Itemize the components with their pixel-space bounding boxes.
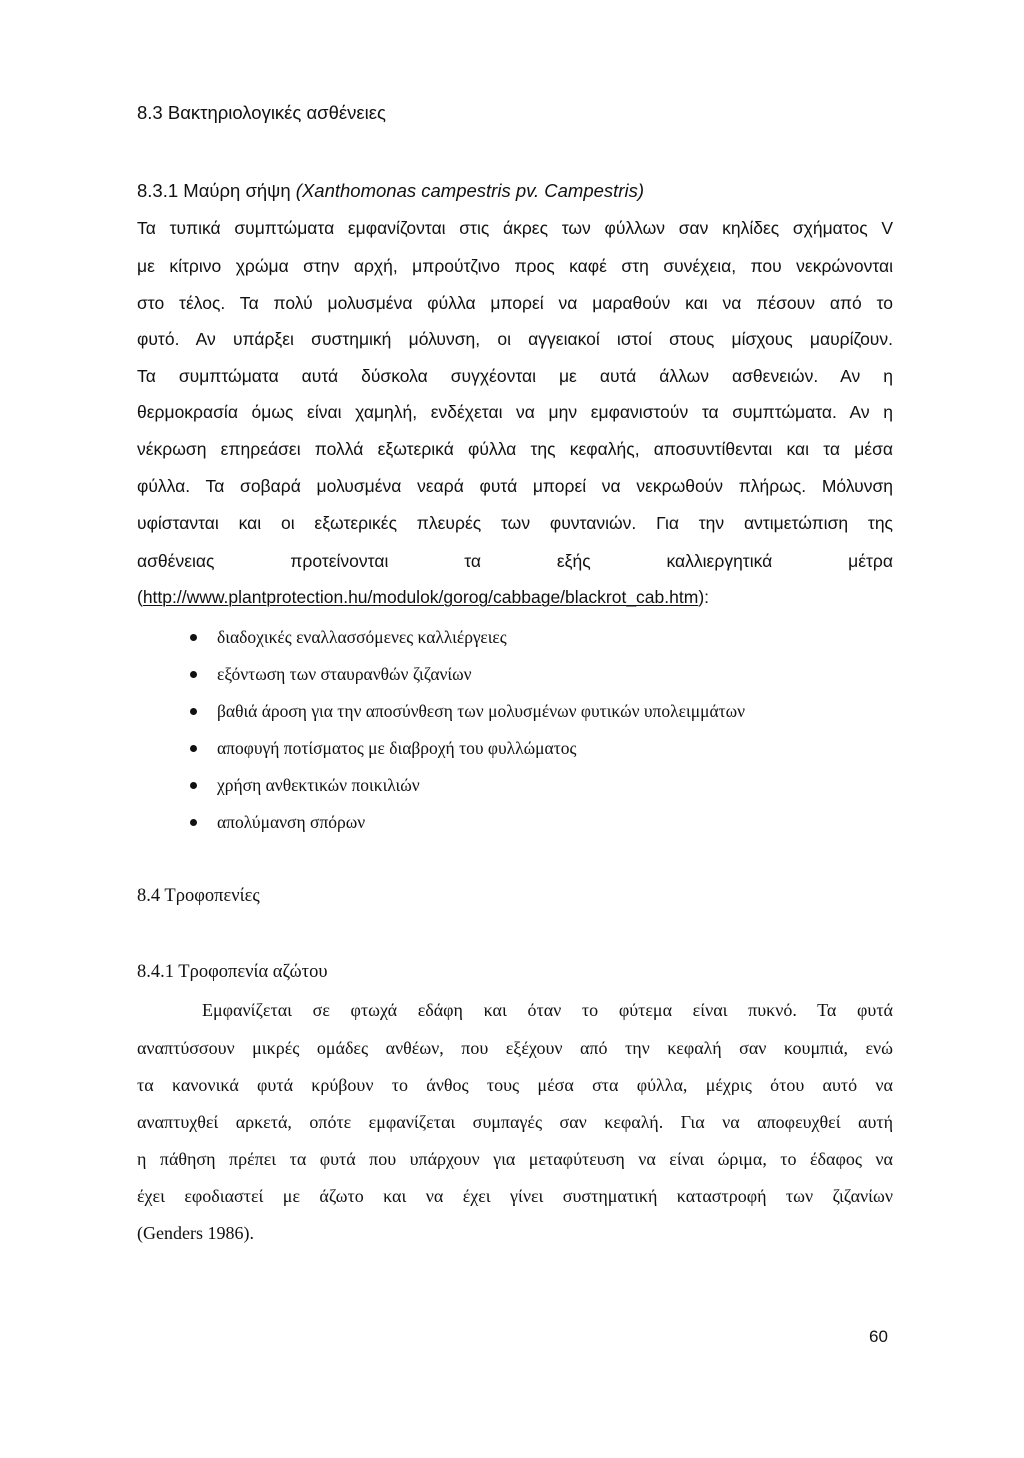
list-item: βαθιά άροση για την αποσύνθεση των μολυσμένων φυτικών υπολειμμάτων — [190, 701, 745, 738]
paragraph-line: ασθένειας προτείνονται τα εξής καλλιεργητικά μέτρα — [137, 551, 893, 571]
url-open-paren: ( — [137, 587, 143, 607]
paragraph-line: Τα τυπικά συμπτώματα εμφανίζονται στις άκρες των φύλλων σαν κηλίδες σχήματος V — [137, 218, 893, 238]
list-item: απολύμανση σπόρων — [190, 812, 745, 849]
list-item: χρήση ανθεκτικών ποικιλιών — [190, 775, 745, 812]
paragraph-line: αναπτυχθεί αρκετά, οπότε εμφανίζεται συμπαγές σαν κεφαλή. Για να αποφευχθεί αυτή — [137, 1112, 893, 1132]
list-item: διαδοχικές εναλλασσόμενες καλλιέργειες — [190, 627, 745, 664]
url-close-paren: ): — [698, 587, 710, 607]
paragraph-line: στο τέλος. Τα πολύ μολυσμένα φύλλα μπορεί να μαραθούν και να πέσουν από το — [137, 293, 893, 313]
source-url-link[interactable]: http://www.plantprotection.hu/modulok/gorog/cabbage/blackrot_cab.htm — [142, 587, 699, 607]
subsection-heading — [137, 182, 644, 201]
subsection-heading-prefix: 8.3.1 Μαύρη σήψη — [137, 180, 296, 201]
list-item: αποφυγή ποτίσματος με διαβροχή του φυλλώματος — [190, 738, 745, 775]
paragraph-line: υφίστανται και οι εξωτερικές πλευρές των φυντανιών. Για την αντιμετώπιση της — [137, 513, 893, 533]
pathogen-name: (Xanthomonas campestris pv. Campestris) — [295, 180, 644, 201]
paragraph-line: τα κανονικά φυτά κρύβουν το άνθος τους μέσα στα φύλλα, μέχρις ότου αυτό να — [137, 1075, 893, 1095]
section-heading-2: 8.4 Τροφοπενίες — [137, 886, 260, 906]
paragraph-line: Εμφανίζεται σε φτωχά εδάφη και όταν το φύτεμα είναι πυκνό. Τα φυτά — [202, 1000, 893, 1020]
paragraph-line: νέκρωση επηρεάσει πολλά εξωτερικά φύλλα της κεφαλής, αποσυντίθενται και τα μέσα — [137, 439, 893, 459]
paragraph-line: θερμοκρασία όμως είναι χαμηλή, ενδέχεται να μην εμφανιστούν τα συμπτώματα. Αν η — [137, 402, 893, 422]
paragraph-line-url — [137, 589, 709, 607]
paragraph-line: η πάθηση πρέπει τα φυτά που υπάρχουν για μεταφύτευση να είναι ώριμα, το έδαφος να — [137, 1149, 893, 1169]
paragraph-line: φυτό. Αν υπάρξει συστημική μόλυνση, οι αγγειακοί ιστοί στους μίσχους μαυρίζουν. — [137, 329, 893, 349]
paragraph-line: Τα συμπτώματα αυτά δύσκολα συγχέονται με αυτά άλλων ασθενειών. Αν η — [137, 366, 893, 386]
list-item: εξόντωση των σταυρανθών ζιζανίων — [190, 664, 745, 701]
paragraph-line: (Genders 1986). — [137, 1223, 254, 1243]
paragraph-line: με κίτρινο χρώμα στην αρχή, μπρούτζινο προς καφέ στη συνέχεια, που νεκρώνονται — [137, 256, 893, 276]
page-number: 60 — [869, 1327, 888, 1346]
paragraph-line: φύλλα. Τα σοβαρά μολυσμένα νεαρά φυτά μπορεί να νεκρωθούν πλήρως. Μόλυνση — [137, 476, 893, 496]
control-measures-list — [190, 627, 745, 849]
paragraph-line: αναπτύσσουν μικρές ομάδες ανθέων, που εξέχουν από την κεφαλή σαν κουμπιά, ενώ — [137, 1038, 893, 1058]
subsection-heading-2: 8.4.1 Τροφοπενία αζώτου — [137, 962, 328, 982]
section-heading: 8.3 Βακτηριολογικές ασθένειες — [137, 102, 386, 123]
paragraph-line: έχει εφοδιαστεί με άζωτο και να έχει γίνει συστηματική καταστροφή των ζιζανίων — [137, 1186, 893, 1206]
